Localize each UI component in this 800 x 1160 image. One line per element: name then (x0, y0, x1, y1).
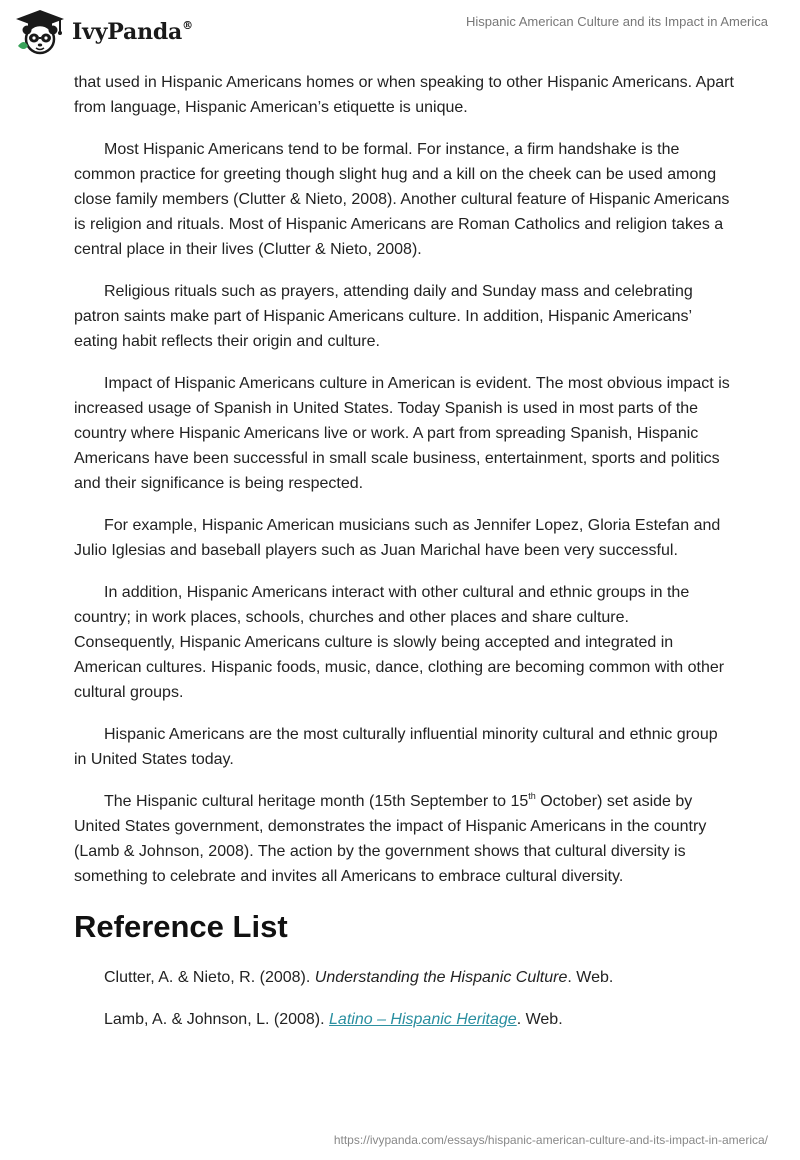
reference-1-authors: Clutter, A. & Nieto, R. (2008). (104, 969, 315, 986)
reference-list-heading: Reference List (74, 909, 288, 944)
reference-item (74, 1007, 734, 1032)
registered-mark: ® (182, 19, 193, 32)
paragraph-0: that used in Hispanic Americans homes or when speaking to other Hispanic Americans. Apart from language, Hispanic American’s etiquette is unique. (74, 74, 734, 116)
ivypanda-logo[interactable] (14, 8, 193, 56)
reference-2-suffix: . Web. (516, 1011, 563, 1028)
paragraph-3: Impact of Hispanic Americans culture in American is evident. The most obvious impact is increased usage of Spanish in United States. Today Spanish is used in most parts of the country where Hispanic Americans live or work. A part from spreading Spanish, Hispanic Americans have been successful in small scale business, entertainment, sports and politics and their significance is being respected. (74, 375, 730, 492)
essay-content (74, 70, 734, 1049)
page-url: https://ivypanda.com/essays/hispanic-american-culture-and-its-impact-in-america/ (333, 1133, 768, 1147)
document-title: Hispanic American Culture and its Impact in America (465, 14, 768, 29)
page-header (0, 0, 800, 66)
paragraph-7-part-b: October) set aside by United States government, demonstrates the impact of Hispanic Americans in the country (Lamb & Johnson, 2008). The action by the government shows that cultural diversity is something to celebrate and invites all Americans to embrace cultural diversity. (74, 793, 707, 885)
reference-1-suffix: . Web. (567, 969, 614, 986)
paragraph-7-part-a: The Hispanic cultural heritage month (15th September to 15 (104, 793, 529, 810)
reference-2-authors: Lamb, A. & Johnson, L. (2008). (104, 1011, 330, 1028)
reference-item (74, 965, 734, 990)
reference-1-title: Understanding the Hispanic Culture (314, 969, 568, 986)
paragraph-4: For example, Hispanic American musicians such as Jennifer Lopez, Gloria Estefan and Julio Iglesias and baseball players such as Juan Marichal have been very successful. (74, 517, 721, 559)
paragraph-2: Religious rituals such as prayers, attending daily and Sunday mass and celebrating patron saints make part of Hispanic Americans culture. In addition, Hispanic Americans’ eating habit reflects their origin and culture. (74, 283, 693, 350)
paragraph-7 (74, 789, 734, 889)
panda-graduate-icon (14, 8, 66, 56)
brand-name: IvyPanda® (72, 19, 193, 45)
ordinal-suffix: th (528, 791, 536, 801)
paragraph-1: Most Hispanic Americans tend to be formal. For instance, a firm handshake is the common practice for greeting though slight hug and a kill on the cheek can be used among close family members (Clutter & Nieto, 2008). Another cultural feature of Hispanic Americans is religion and rituals. Most of Hispanic Americans are Roman Catholics and religion takes a central place in their lives (Clutter & Nieto, 2008). (74, 141, 730, 258)
paragraph-6: Hispanic Americans are the most culturally influential minority cultural and ethnic group in United States today. (74, 726, 718, 768)
paragraph-5: In addition, Hispanic Americans interact with other cultural and ethnic groups in the country; in work places, schools, churches and other places and share culture. Consequently, Hispanic Americans culture is slowly being accepted and integrated in American cultures. Hispanic foods, music, dance, clothing are becoming common with other cultural groups. (74, 584, 725, 701)
reference-2-link[interactable]: Latino – Hispanic Heritage (329, 1011, 517, 1028)
